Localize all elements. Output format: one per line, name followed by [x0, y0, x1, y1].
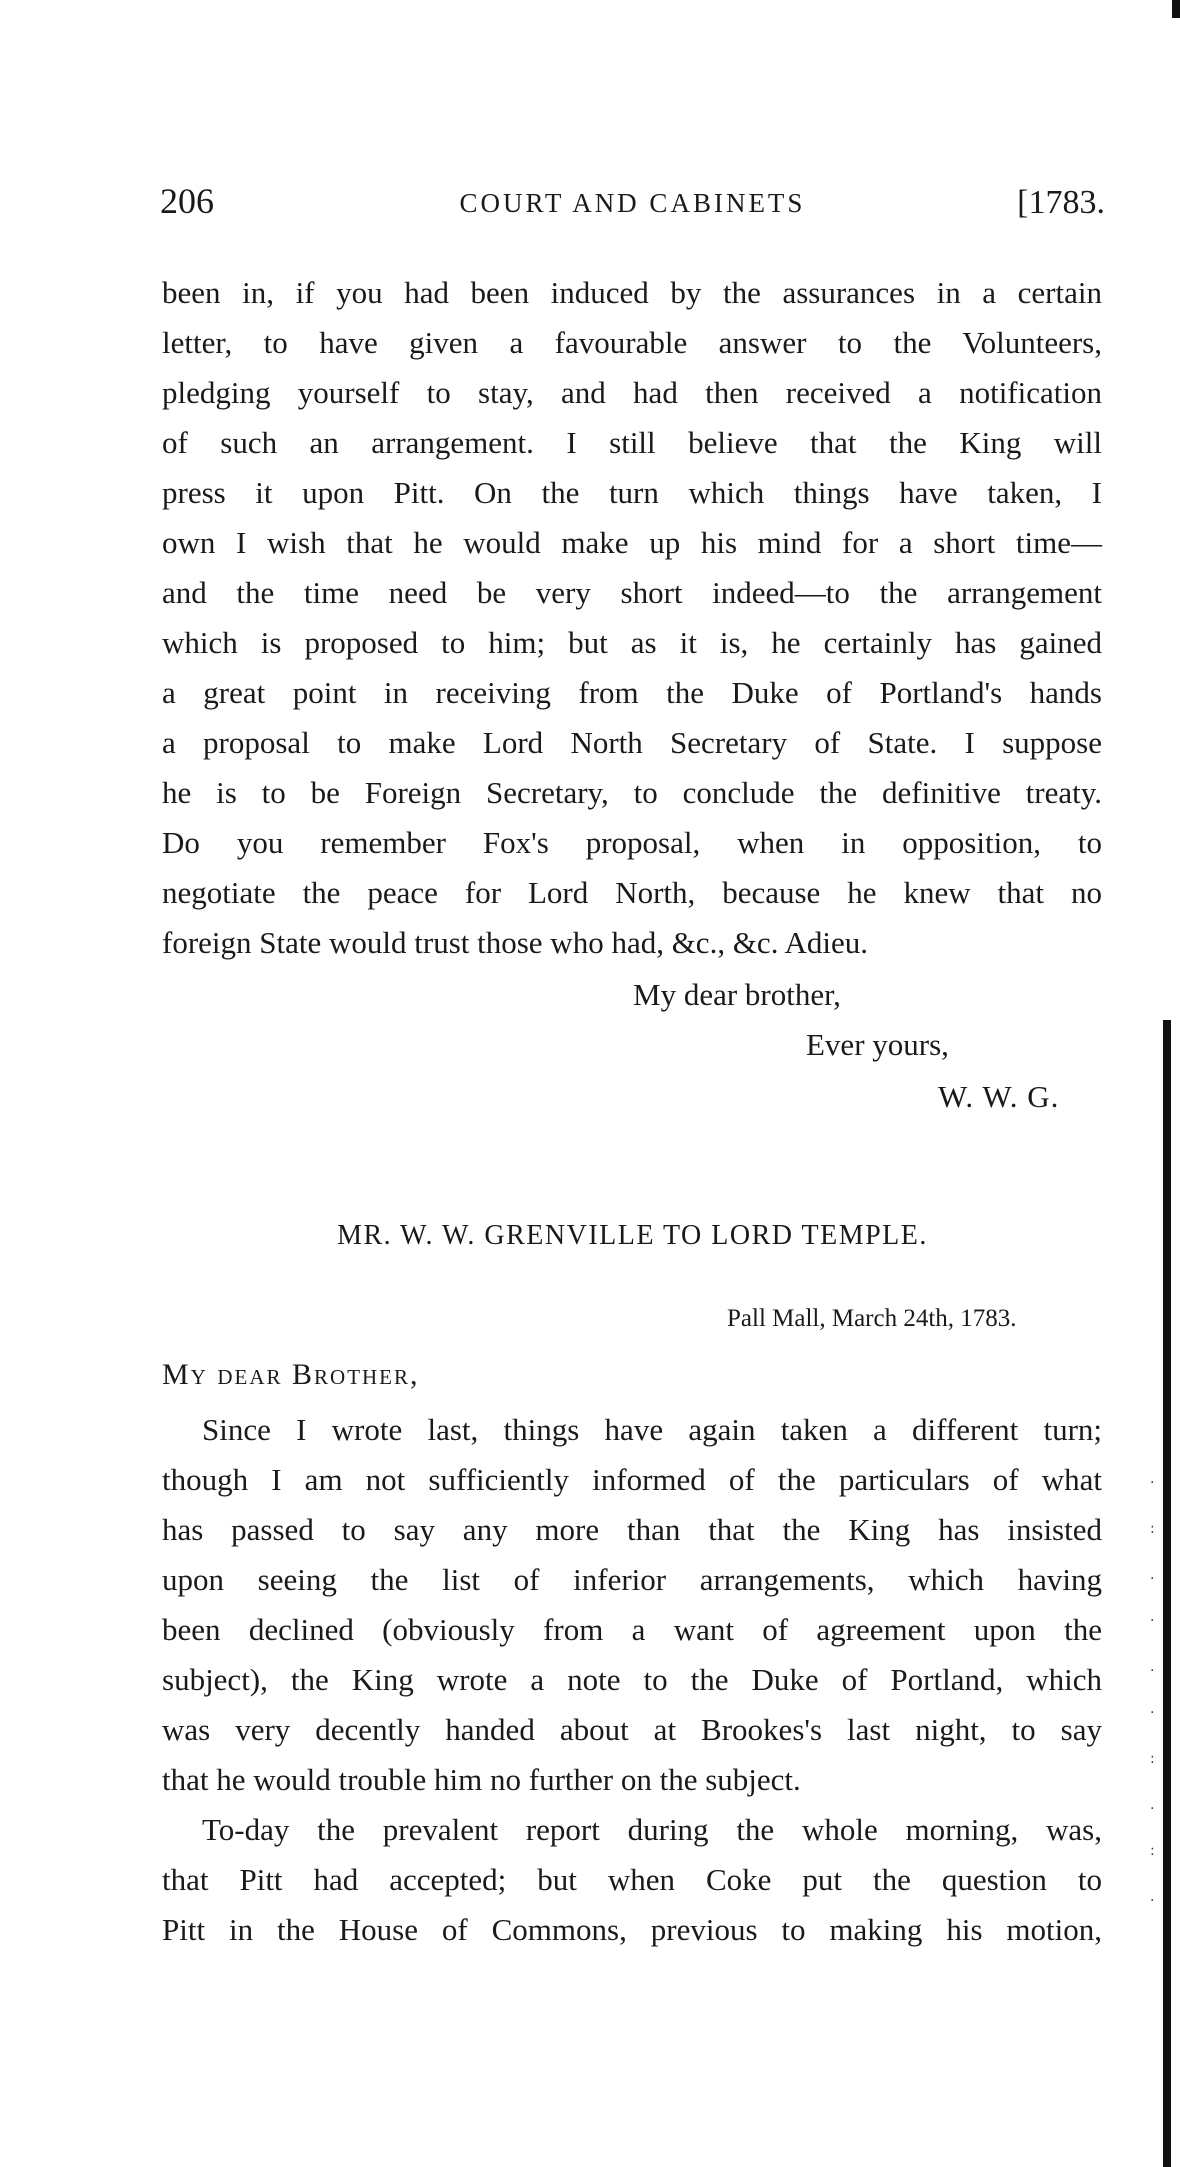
- text-line: a proposal to make Lord North Secretary of State. I suppose: [162, 725, 1102, 760]
- closing-salutation: My dear brother,: [633, 977, 841, 1012]
- year-marker: [1783.: [1017, 184, 1105, 221]
- text-line: negotiate the peace for Lord North, because he knew that no: [162, 875, 1102, 910]
- letter2-paragraph-1: [162, 1405, 1102, 1805]
- text-line: been in, if you had been induced by the assurances in a certain: [162, 275, 1102, 310]
- text-line: a great point in receiving from the Duke of Portland's hands: [162, 675, 1102, 710]
- text-line: Since I wrote last, things have again taken a different turn;: [202, 1412, 1102, 1447]
- letter-heading: MR. W. W. GRENVILLE TO LORD TEMPLE.: [337, 1220, 928, 1251]
- text-line: Pitt in the House of Commons, previous to making his motion,: [162, 1912, 1102, 1947]
- text-line: To-day the prevalent report during the whole morning, was,: [202, 1812, 1102, 1847]
- text-line: subject), the King wrote a note to the Duke of Portland, which: [162, 1662, 1102, 1697]
- running-header: [160, 180, 1105, 230]
- text-line: which is proposed to him; but as it is, he certainly has gained: [162, 625, 1102, 660]
- text-line: has passed to say any more than that the King has insisted: [162, 1512, 1102, 1547]
- text-line: been declined (obviously from a want of agreement upon the: [162, 1612, 1102, 1647]
- text-line: of such an arrangement. I still believe that the King will: [162, 425, 1102, 460]
- closing-signature: W. W. G.: [938, 1079, 1060, 1114]
- text-line: was very decently handed about at Brookes's last night, to say: [162, 1712, 1102, 1747]
- text-line: press it upon Pitt. On the turn which things have taken, I: [162, 475, 1102, 510]
- page-gutter-edge: [1163, 1020, 1171, 2167]
- text-line: he is to be Foreign Secretary, to conclude the definitive treaty.: [162, 775, 1102, 810]
- letter-salutation: My dear Brother,: [162, 1358, 420, 1391]
- running-title: COURT AND CABINETS: [459, 188, 806, 218]
- letter1-paragraph: [162, 268, 1102, 968]
- text-line: foreign State would trust those who had, &c., &c. Adieu.: [162, 925, 868, 960]
- closing-valediction: Ever yours,: [806, 1027, 949, 1062]
- text-line: though I am not sufficiently informed of the particulars of what: [162, 1462, 1102, 1497]
- text-line: Do you remember Fox's proposal, when in opposition, to: [162, 825, 1102, 860]
- text-line: upon seeing the list of inferior arrangements, which having: [162, 1562, 1102, 1597]
- text-line: letter, to have given a favourable answer to the Volunteers,: [162, 325, 1102, 360]
- text-line: that he would trouble him no further on the subject.: [162, 1762, 801, 1797]
- letter2-paragraph-2: [162, 1805, 1102, 1955]
- scan-noise: · : . · . · : . : .: [1150, 1475, 1155, 1905]
- page-number: 206: [160, 181, 214, 221]
- letter-dateline: Pall Mall, March 24th, 1783.: [727, 1305, 1017, 1332]
- text-line: that Pitt had accepted; but when Coke put the question to: [162, 1862, 1102, 1897]
- text-line: pledging yourself to stay, and had then received a notification: [162, 375, 1102, 410]
- scan-edge-mark: [1172, 0, 1180, 18]
- text-line: own I wish that he would make up his mind for a short time—: [162, 525, 1102, 560]
- text-line: and the time need be very short indeed—to the arrangement: [162, 575, 1102, 610]
